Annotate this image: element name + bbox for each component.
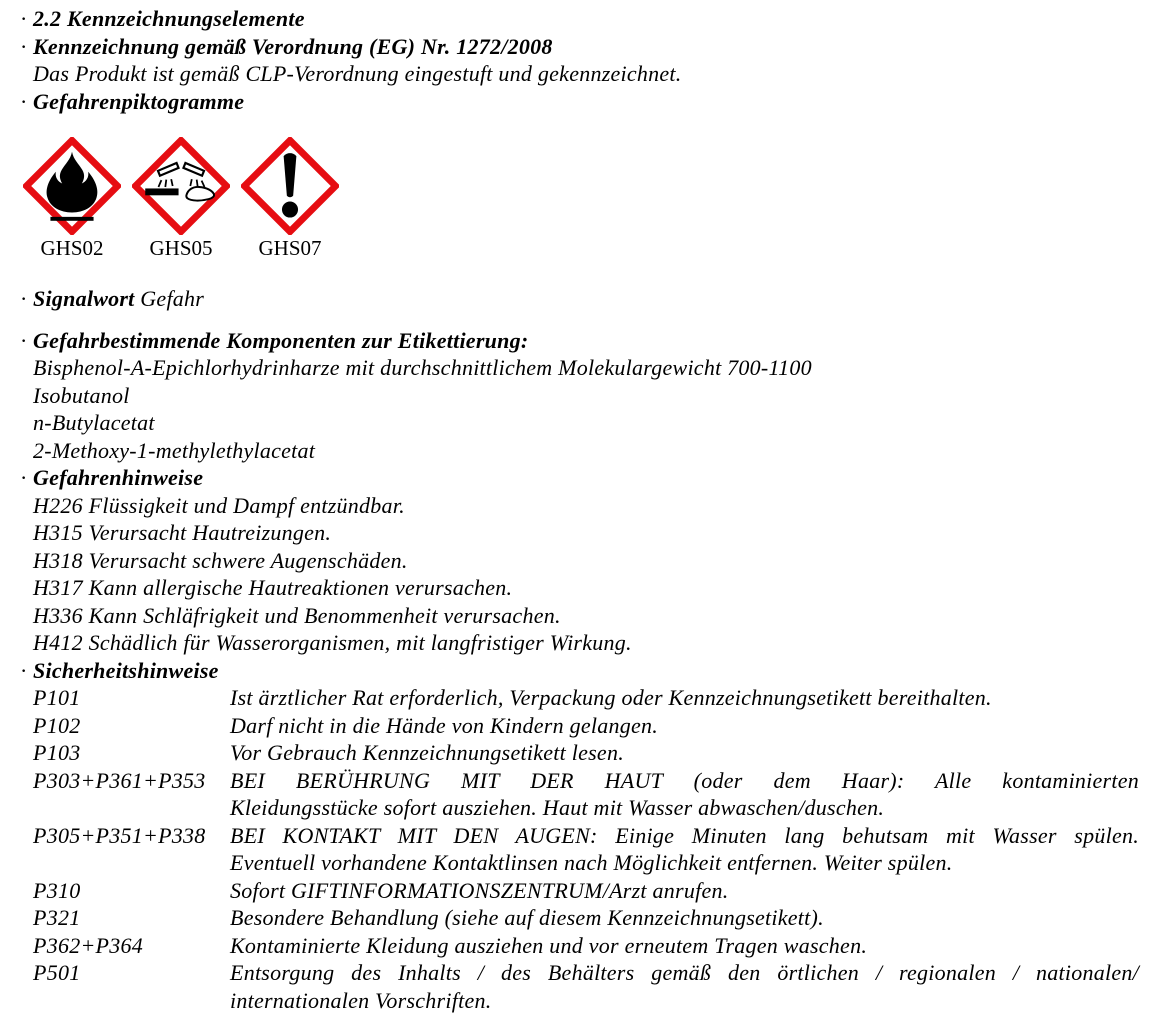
exclamation-mark-icon [241,137,339,235]
hazard-code: H226 [33,492,83,518]
component-item [20,409,1139,437]
precaution-text: BEI BERÜHRUNG MIT DER HAUT (oder dem Haar): Alle kontaminierten Kleidungsstücke sofort ausziehen. Haut mit Wasser abwaschen/duschen. [230,767,1139,820]
component-text: 2-Methoxy-1-methylethylacetat [33,437,316,463]
precaution-text: Kontaminierte Kleidung ausziehen und vor erneutem Tragen waschen. [230,932,868,958]
hazard-code: H412 [33,630,83,655]
precautionary-statements-heading-line [20,657,1139,685]
precaution-code: P501 [33,960,81,985]
hazard-text: Schädlich für Wasserorganismen, mit langfristiger Wirkung. [88,630,632,655]
regulation-statement-text: Das Produkt ist gemäß CLP-Verordnung eingestuft und gekennzeichnet. [33,61,682,86]
precaution-text: Darf nicht in die Hände von Kindern gelangen. [230,712,658,738]
precaution-code: P305+P351+P338 [33,822,206,848]
precautionary-statements-heading: Sicherheitshinweise [33,657,219,683]
signal-word-value: Gefahr [140,286,205,311]
precaution-text: Sofort GIFTINFORMATIONSZENTRUM/Arzt anrufen. [230,877,729,903]
precaution-code: P303+P361+P353 [33,767,206,793]
pictograms-heading-line [20,88,1139,116]
hazard-statements-heading: Gefahrenhinweise [33,465,204,490]
component-text: n-Butylacetat [33,410,155,435]
hazard-text: Kann Schläfrigkeit und Benommenheit verursachen. [88,602,561,628]
precaution-text: BEI KONTAKT MIT DEN AUGEN: Einige Minuten lang behutsam mit Wasser spülen. Eventuell vorhandene Kontaktlinsen nach Möglichkeit entfernen. Weiter spülen. [230,822,1139,875]
precautionary-statement [20,904,1139,932]
hazard-code: H317 [33,575,83,600]
precaution-text: Ist ärztlicher Rat erforderlich, Verpackung oder Kennzeichnungsetikett bereithalten. [230,685,992,710]
precaution-code: P362+P364 [33,932,143,958]
component-item [20,437,1139,465]
corrosion-icon [132,137,230,235]
labelling-components-heading-line [20,327,1139,355]
component-text: Bisphenol-A-Epichlorhydrinharze mit durchschnittlichem Molekulargewicht 700-1100 [33,355,812,380]
regulation-statement [20,60,1139,88]
hazard-statement [20,547,1139,575]
bullet: · [20,327,28,353]
section-title: 2.2 Kennzeichnungselemente [33,6,305,31]
precautionary-statement [20,822,1139,877]
precaution-code: P102 [33,712,81,738]
hazard-statement [20,519,1139,547]
hazard-code: H336 [33,602,83,628]
hazard-text: Verursacht Hautreizungen. [88,520,332,545]
pictogram-ghs05 [132,137,230,261]
precaution-code: P101 [33,685,81,710]
bullet: · [20,286,28,311]
precaution-text: Besondere Behandlung (siehe auf diesem Kennzeichnungsetikett). [230,905,824,930]
hazard-text: Verursacht schwere Augenschäden. [88,547,408,573]
labelling-components-heading: Gefahrbestimmende Komponenten zur Etikettierung: [33,327,529,353]
component-item [20,354,1139,382]
precaution-code: P310 [33,877,81,903]
precautionary-statement [20,739,1139,767]
precaution-code: P321 [33,905,81,930]
pictogram-row [23,137,1139,261]
pictogram-label-ghs05: GHS05 [149,236,213,260]
hazard-text: Kann allergische Hautreaktionen verursachen. [88,575,513,600]
precaution-code: P103 [33,740,81,765]
precaution-text: Entsorgung des Inhalts / des Behälters gemäß den örtlichen / regionalen / nationalen/ internationalen Vorschriften. [230,960,1139,1013]
pictogram-label-ghs02: GHS02 [40,236,104,260]
component-item [20,382,1139,410]
hazard-code: H315 [33,520,83,545]
pictogram-ghs02 [23,137,121,261]
section-title-line [20,5,1139,33]
precautionary-statement [20,767,1139,822]
regulation-heading: Kennzeichnung gemäß Verordnung (EG) Nr. 1272/2008 [33,33,553,59]
regulation-heading-line [20,33,1139,61]
bullet: · [20,657,28,683]
signal-word-line [20,285,1139,313]
flame-icon [23,137,121,235]
precautionary-statement [20,877,1139,905]
precaution-text: Vor Gebrauch Kennzeichnungsetikett lesen. [230,740,624,765]
signal-word-label: Signalwort [33,286,135,311]
hazard-statement [20,629,1139,657]
hazard-statement [20,602,1139,630]
hazard-statement [20,492,1139,520]
hazard-statements-heading-line [20,464,1139,492]
hazard-code: H318 [33,547,83,573]
bullet: · [20,465,28,490]
hazard-text: Flüssigkeit und Dampf entzündbar. [88,492,405,518]
precautionary-statement [20,684,1139,712]
precautionary-statement [20,712,1139,740]
bullet: · [20,88,28,114]
precautionary-statement [20,959,1139,1014]
hazard-statement [20,574,1139,602]
bullet: · [20,33,28,59]
pictograms-heading: Gefahrenpiktogramme [33,88,245,114]
component-text: Isobutanol [33,382,130,408]
bullet: · [20,6,28,31]
pictogram-label-ghs07: GHS07 [258,236,322,260]
pictogram-ghs07 [241,137,339,261]
precautionary-statement [20,932,1139,960]
